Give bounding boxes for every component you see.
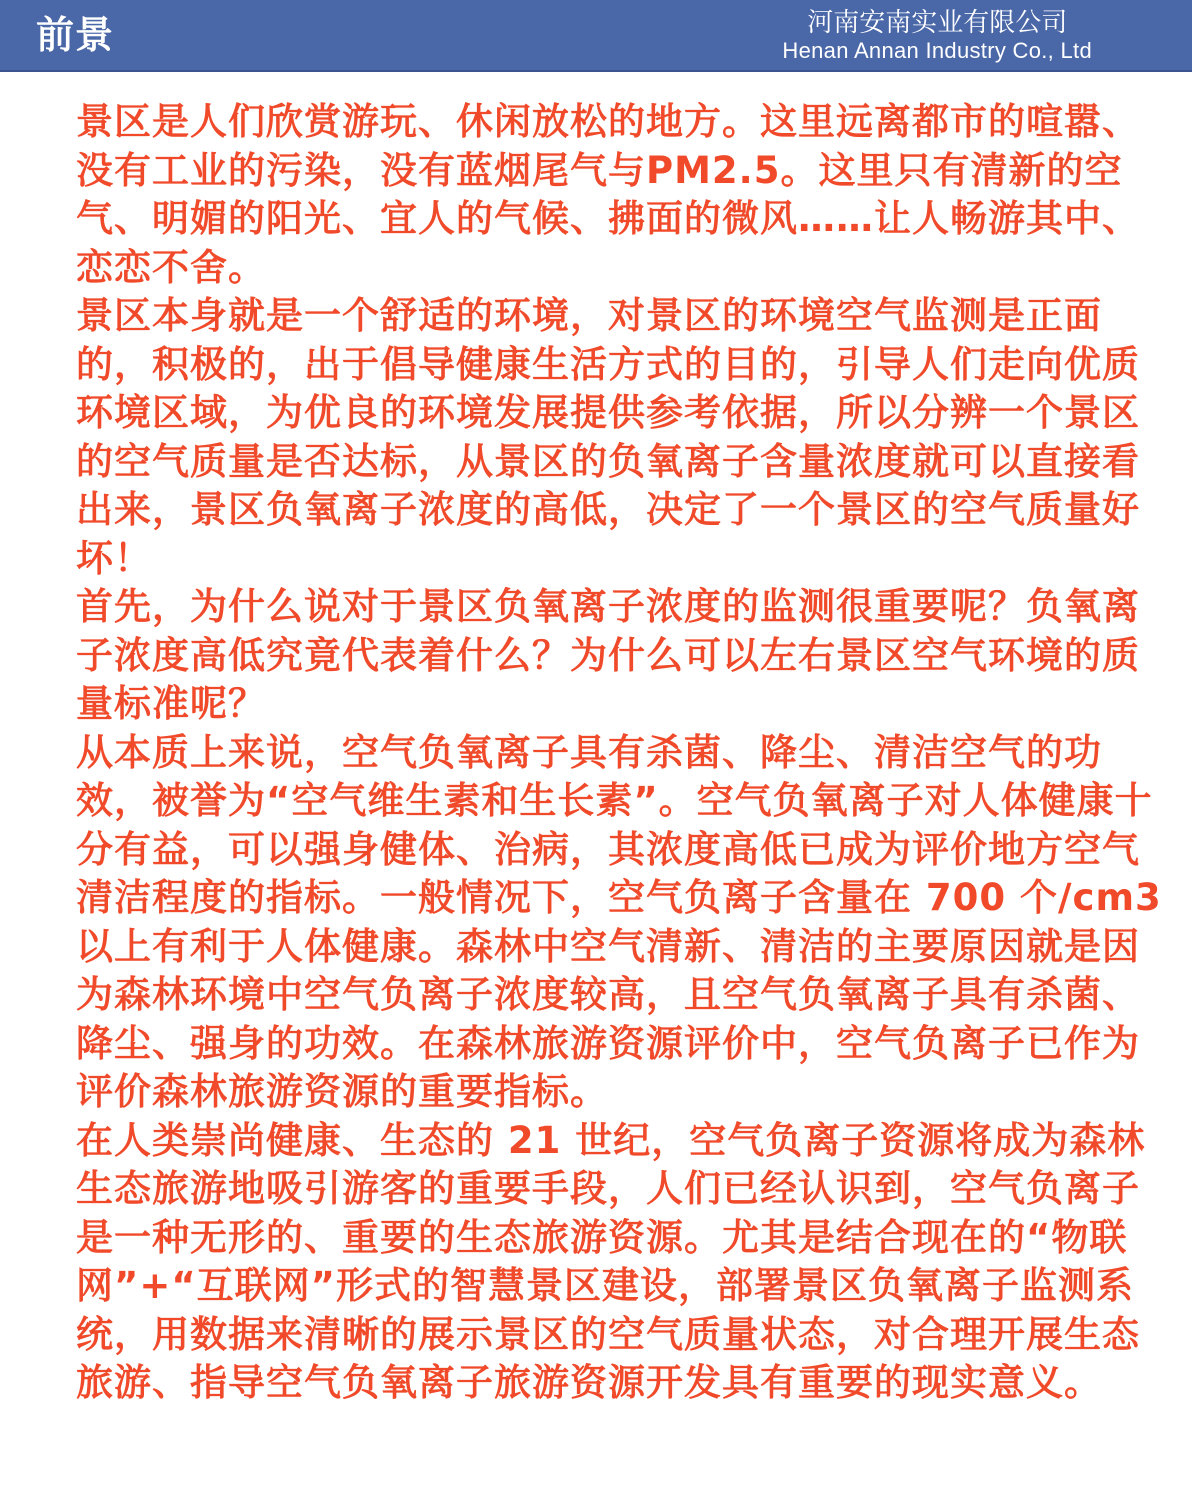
article-body [76, 98, 1166, 1408]
company-info [782, 8, 1092, 64]
paragraph-2: 景区本身就是一个舒适的环境，对景区的环境空气监测是正面的，积极的，出于倡导健康生活方式的目的，引导人们走向优质环境区域，为优良的环境发展提供参考依据，所以分辨一个景区的空气质量是否达标，从景区的负氧离子含量浓度就可以直接看出来，景区负氧离子浓度的高低，决定了一个景区的空气质量好坏！ [76, 294, 1140, 580]
header-bar [0, 0, 1192, 72]
company-name-en: Henan Annan Industry Co., Ltd [782, 38, 1092, 63]
paragraph-5: 在人类崇尚健康、生态的 21 世纪，空气负离子资源将成为森林生态旅游地吸引游客的重要手段，人们已经认识到，空气负离子是一种无形的、重要的生态旅游资源。尤其是结合现在的“物联网”+“互联网”形式的智慧景区建设，部署景区负氧离子监测系统，用数据来清晰的展示景区的空气质量状态，对合理开展生态旅游、指导空气负氧离子旅游资源开发具有重要的现实意义。 [76, 1118, 1146, 1404]
paragraph-4: 从本质上来说，空气负氧离子具有杀菌、降尘、清洁空气的功效，被誉为“空气维生素和生长素”。空气负氧离子对人体健康十分有益，可以强身健体、治病，其浓度高低已成为评价地方空气清洁程度的指标。一般情况下，空气负离子含量在 700 个/cm3 以上有利于人体健康。森林中空气清新、清洁的主要原因就是因为森林环境中空气负离子浓度较高，且空气负氧离子具有杀菌、降尘、强身的功效。在森林旅游资源评价中，空气负离子已作为评价森林旅游资源的重要指标。 [76, 730, 1162, 1113]
paragraph-1: 景区是人们欣赏游玩、休闲放松的地方。这里远离都市的喧嚣、没有工业的污染，没有蓝烟尾气与PM2.5。这里只有清新的空气、明媚的阳光、宜人的气候、拂面的微风……让人畅游其中、恋恋不舍。 [76, 100, 1140, 289]
company-name-cn: 河南安南实业有限公司 [807, 8, 1068, 38]
paragraph-3: 首先，为什么说对于景区负氧离子浓度的监测很重要呢？负氧离子浓度高低究竟代表着什么？为什么可以左右景区空气环境的质量标准呢？ [76, 585, 1140, 725]
page-title: 前景 [36, 13, 115, 57]
